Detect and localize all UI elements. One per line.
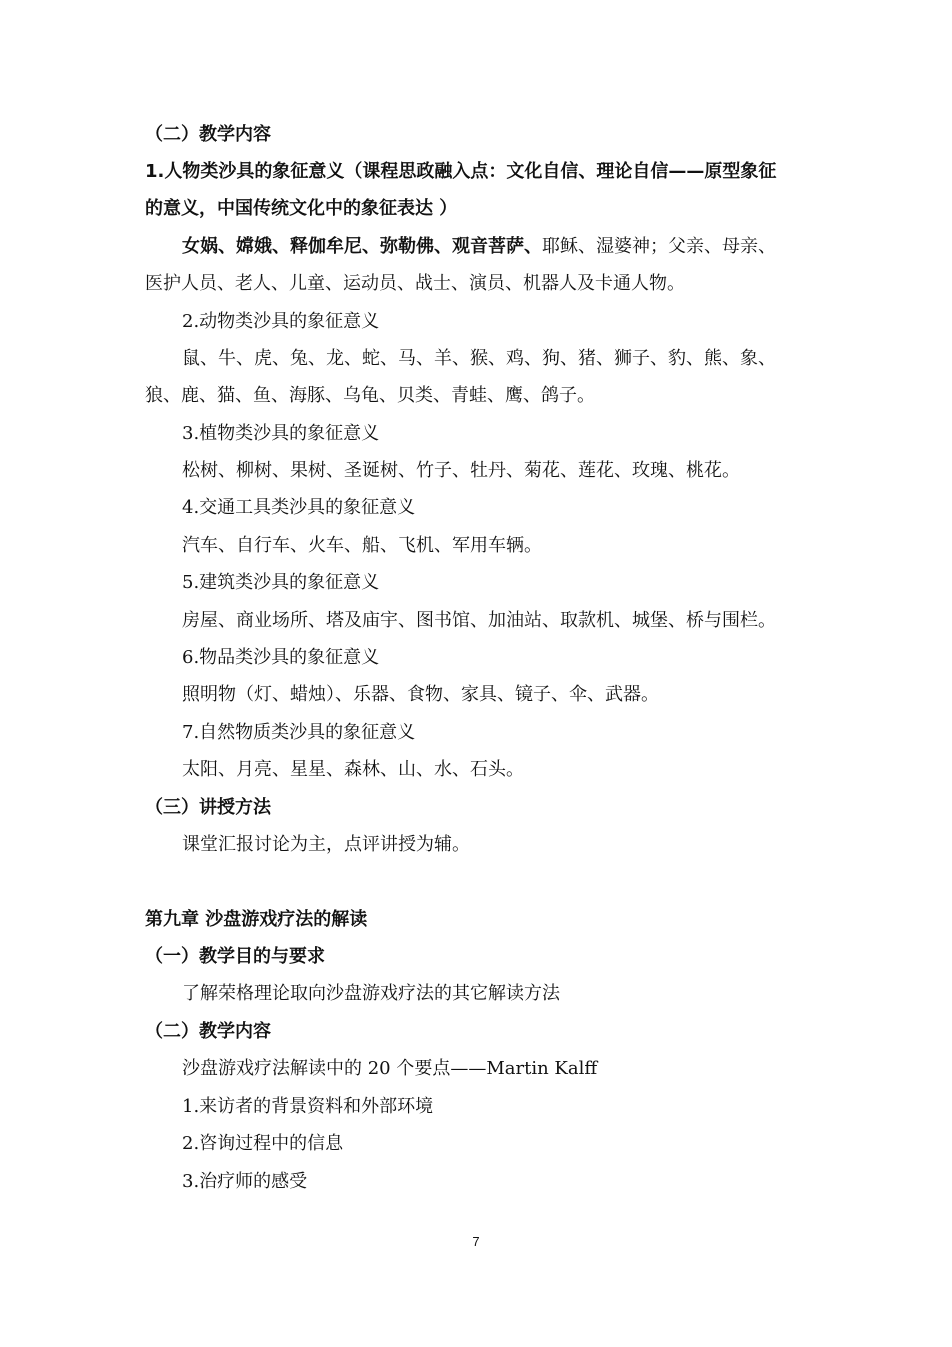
chapter-section-content-heading: （二）教学内容 (145, 1021, 271, 1042)
item1-body-bold: 女娲、嫦娥、释伽牟尼、弥勒佛、观音菩萨、 (182, 236, 542, 257)
page-number: 7 (472, 1234, 480, 1249)
item1-body-line1 (182, 235, 776, 259)
item2-heading: 2.动物类沙具的象征意义 (182, 311, 380, 332)
item6-body: 照明物（灯、蜡烛）、乐器、食物、家具、镜子、伞、武器。 (182, 684, 659, 705)
chapter-section-goals-heading: （一）教学目的与要求 (145, 946, 325, 967)
item1-body-line2: 医护人员、老人、儿童、运动员、战士、演员、机器人及卡通人物。 (145, 273, 685, 294)
section-heading-teaching-content: （二）教学内容 (145, 124, 271, 145)
item4-body: 汽车、自行车、火车、船、飞机、军用车辆。 (182, 535, 542, 556)
item7-heading: 7.自然物质类沙具的象征意义 (182, 722, 416, 743)
chapter-point-2: 2.咨询过程中的信息 (182, 1133, 344, 1154)
item1-heading-line2: 的意义，中国传统文化中的象征表达 ） (145, 198, 458, 219)
item5-body: 房屋、商业场所、塔及庙宇、图书馆、加油站、取款机、城堡、桥与围栏。 (182, 610, 776, 631)
item5-heading: 5.建筑类沙具的象征意义 (182, 572, 380, 593)
item6-heading: 6.物品类沙具的象征意义 (182, 647, 380, 668)
chapter-point-3: 3.治疗师的感受 (182, 1171, 308, 1192)
item1-heading-line1: 1.人物类沙具的象征意义（课程思政融入点：文化自信、理论自信——原型象征 (145, 161, 777, 182)
item7-body: 太阳、月亮、星星、森林、山、水、石头。 (182, 759, 524, 780)
chapter-point-1: 1.来访者的背景资料和外部环境 (182, 1096, 434, 1117)
chapter-goals-body: 了解荣格理论取向沙盘游戏疗法的其它解读方法 (182, 983, 560, 1004)
chapter-title: 第九章 沙盘游戏疗法的解读 (145, 909, 368, 930)
chapter-content-intro: 沙盘游戏疗法解读中的 20 个要点——Martin Kalff (182, 1058, 598, 1079)
teaching-method-body: 课堂汇报讨论为主，点评讲授为辅。 (182, 834, 470, 855)
item3-heading: 3.植物类沙具的象征意义 (182, 423, 380, 444)
item3-body: 松树、柳树、果树、圣诞树、竹子、牡丹、菊花、莲花、玫瑰、桃花。 (182, 460, 740, 481)
item2-body-line1: 鼠、牛、虎、兔、龙、蛇、马、羊、猴、鸡、狗、猪、狮子、豹、熊、象、 (182, 348, 776, 369)
section-heading-teaching-method: （三）讲授方法 (145, 797, 271, 818)
item1-body-rest: 耶稣、湿婆神；父亲、母亲、 (542, 236, 776, 257)
item2-body-line2: 狼、鹿、猫、鱼、海豚、乌龟、贝类、青蛙、鹰、鸽子。 (145, 385, 595, 406)
item4-heading: 4.交通工具类沙具的象征意义 (182, 497, 416, 518)
